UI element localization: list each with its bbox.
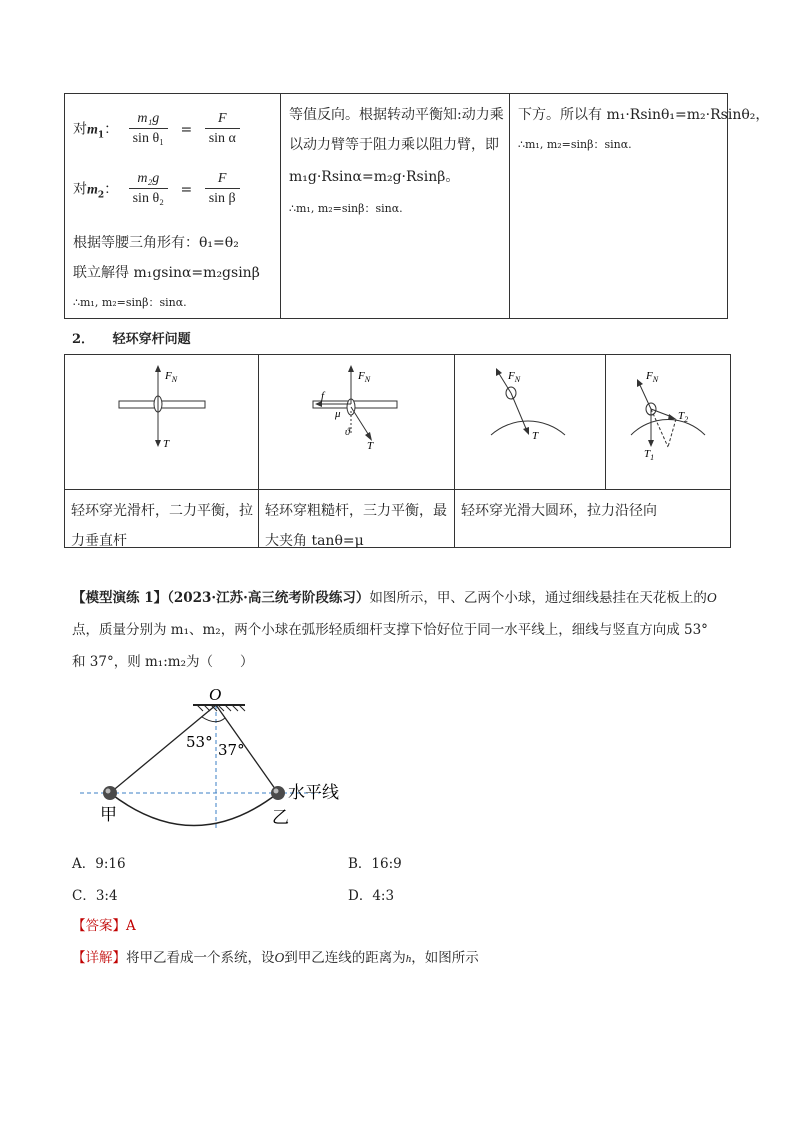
fraction-right-1	[205, 110, 240, 149]
smooth-rod-diagram	[65, 355, 258, 485]
t1-label: $T_1$	[644, 448, 655, 462]
desc-line: 轻环穿粗糙杆，三力平衡，最	[265, 503, 447, 519]
diagram-cell-hoop	[455, 355, 606, 490]
fn-label: $F_N$	[646, 370, 659, 384]
diagram-cell-smooth-rod	[65, 355, 259, 490]
solve-line: 联立解得 m₁gsinα=m₂gsinβ	[73, 265, 260, 281]
fraction-numerator: F	[205, 110, 240, 129]
exercise-line-2: 点，质量分别为 m₁、m₂，两个小球在弧形轻质细杆支撑下恰好位于同一水平线上，细线与竖直方向成 53°	[72, 622, 708, 638]
ratio-line: ∴m₁, m₂=sinβ：sinα.	[73, 296, 187, 309]
fn-label: $F_N$	[358, 370, 371, 384]
solution-cell-2	[281, 94, 510, 319]
desc-line: 轻环穿光滑杆，二力平衡，拉	[71, 503, 253, 519]
o-point: O	[706, 590, 717, 605]
fn-label: $F_N$	[165, 370, 178, 384]
fraction-numerator: m₂g	[129, 170, 168, 189]
fraction-right-2	[205, 170, 240, 209]
answer-value: A	[126, 918, 136, 934]
answer-line	[72, 914, 136, 934]
diagram-cell-hoop-components	[606, 355, 731, 490]
fraction-denominator: sin α	[208, 131, 236, 146]
m1-equation: 对$m_1$： $\frac{\text{m₁g}}{\text{sin θ₁}}$ = $\frac{F}{\text{sin α}}$	[73, 110, 240, 149]
detail-text: 到甲乙连线的距离为	[284, 950, 406, 966]
m2-prefix: 对	[73, 181, 87, 198]
option-b[interactable]: B．16:9	[348, 856, 402, 872]
exercise-line-1	[72, 586, 717, 606]
t-label: T	[532, 430, 539, 442]
detail-line	[72, 946, 479, 966]
desc-rough-rod	[259, 490, 455, 548]
desc-line: 轻环穿光滑大圆环，拉力沿径向	[461, 503, 657, 519]
option-a[interactable]: A．9:16	[72, 856, 126, 872]
f-label: f	[321, 390, 325, 402]
hoop-diagram	[455, 355, 605, 485]
col2-line1: 等值反向。根据转动平衡知:动力乘	[289, 107, 504, 123]
desc-line: 大夹角 tanθ=μ	[265, 533, 364, 549]
col2-line4: ∴m₁, m₂=sinβ：sinα.	[289, 202, 403, 215]
option-d[interactable]: D．4:3	[348, 888, 395, 904]
m1-sub: 1	[97, 130, 105, 141]
t-label: T	[367, 440, 374, 452]
exercise-tag: 【模型演练 1】	[72, 590, 168, 606]
ball-yi-label: 乙	[272, 808, 289, 828]
solution-cell-1	[65, 94, 281, 319]
exercise-text: 如图所示，甲、乙两个小球，通过细线悬挂在天花板上的	[369, 590, 707, 606]
fraction-left-1	[129, 110, 168, 149]
fn-label: $F_N$	[508, 370, 521, 384]
isosceles-line: 根据等腰三角形有：θ₁=θ₂	[73, 235, 239, 251]
horizontal-line-label: 水平线	[288, 783, 339, 803]
desc-smooth-rod	[65, 490, 259, 548]
col3-line2: ∴m₁, m₂=sinβ：sinα.	[518, 138, 632, 151]
section-number: 2．	[72, 332, 95, 347]
section-heading	[72, 328, 191, 347]
section-title: 轻环穿杆问题	[112, 332, 191, 347]
theta-label: ϑ	[345, 427, 350, 438]
mu-label: μ	[335, 408, 341, 420]
col3-line1: 下方。所以有 m₁·Rsinθ₁=m₂·Rsinθ₂，	[518, 107, 770, 123]
m2-sub: 2	[97, 190, 105, 201]
detail-text: 将甲乙看成一个系统，设	[126, 950, 275, 966]
o-label: O	[209, 685, 222, 704]
m2-colon: ：	[104, 181, 119, 198]
fraction-denominator: sin θ₂	[132, 191, 165, 206]
answer-tag: 【答案】	[72, 918, 126, 934]
solution-cell-3	[510, 94, 770, 319]
pendulum-figure	[70, 680, 370, 830]
col2-line2: 以动力臂等于阻力乘以阻力臂，即	[289, 137, 499, 153]
exercise-source: （2023·江苏·高三统考阶段练习）	[167, 590, 370, 606]
ring-rod-table	[64, 354, 731, 548]
col2-line3: m₁g·Rsinα=m₂g·Rsinβ。	[289, 169, 460, 185]
m1-prefix: 对	[73, 121, 87, 138]
angle-53-label: 53°	[186, 733, 213, 751]
m2-var: m	[87, 182, 98, 198]
ball-jia-label: 甲	[100, 805, 117, 825]
detail-o: O	[274, 950, 285, 965]
rough-rod-diagram	[259, 355, 454, 485]
m2-equation: 对$m_2$： $\frac{\text{m₂g}}{\text{sin θ₂}}$ = $\frac{F}{\text{sin β}}$	[73, 170, 240, 209]
detail-tag: 【详解】	[72, 950, 126, 966]
fraction-numerator: F	[205, 170, 240, 189]
diagram-cell-rough-rod	[259, 355, 455, 490]
detail-text: ，如图所示	[411, 950, 479, 966]
desc-line: 力垂直杆	[71, 533, 127, 549]
exercise-line-3: 和 37°，则 m₁:m₂为（ ）	[72, 654, 254, 670]
m1-colon: ：	[104, 121, 119, 138]
fraction-left-2	[129, 170, 168, 209]
fraction-denominator: sin β	[208, 191, 236, 206]
option-c[interactable]: C．3:4	[72, 888, 118, 904]
detail-h: h	[405, 953, 412, 965]
hoop-components-diagram	[606, 355, 730, 485]
desc-hoop	[455, 490, 731, 548]
m1-var: m	[87, 122, 98, 138]
solution-table	[64, 93, 770, 319]
t-label: T	[163, 438, 170, 450]
angle-37-label: 37°	[218, 741, 245, 759]
t2-label: $T_2$	[678, 410, 689, 424]
fraction-numerator: m₁g	[129, 110, 168, 129]
fraction-denominator: sin θ₁	[132, 131, 165, 146]
